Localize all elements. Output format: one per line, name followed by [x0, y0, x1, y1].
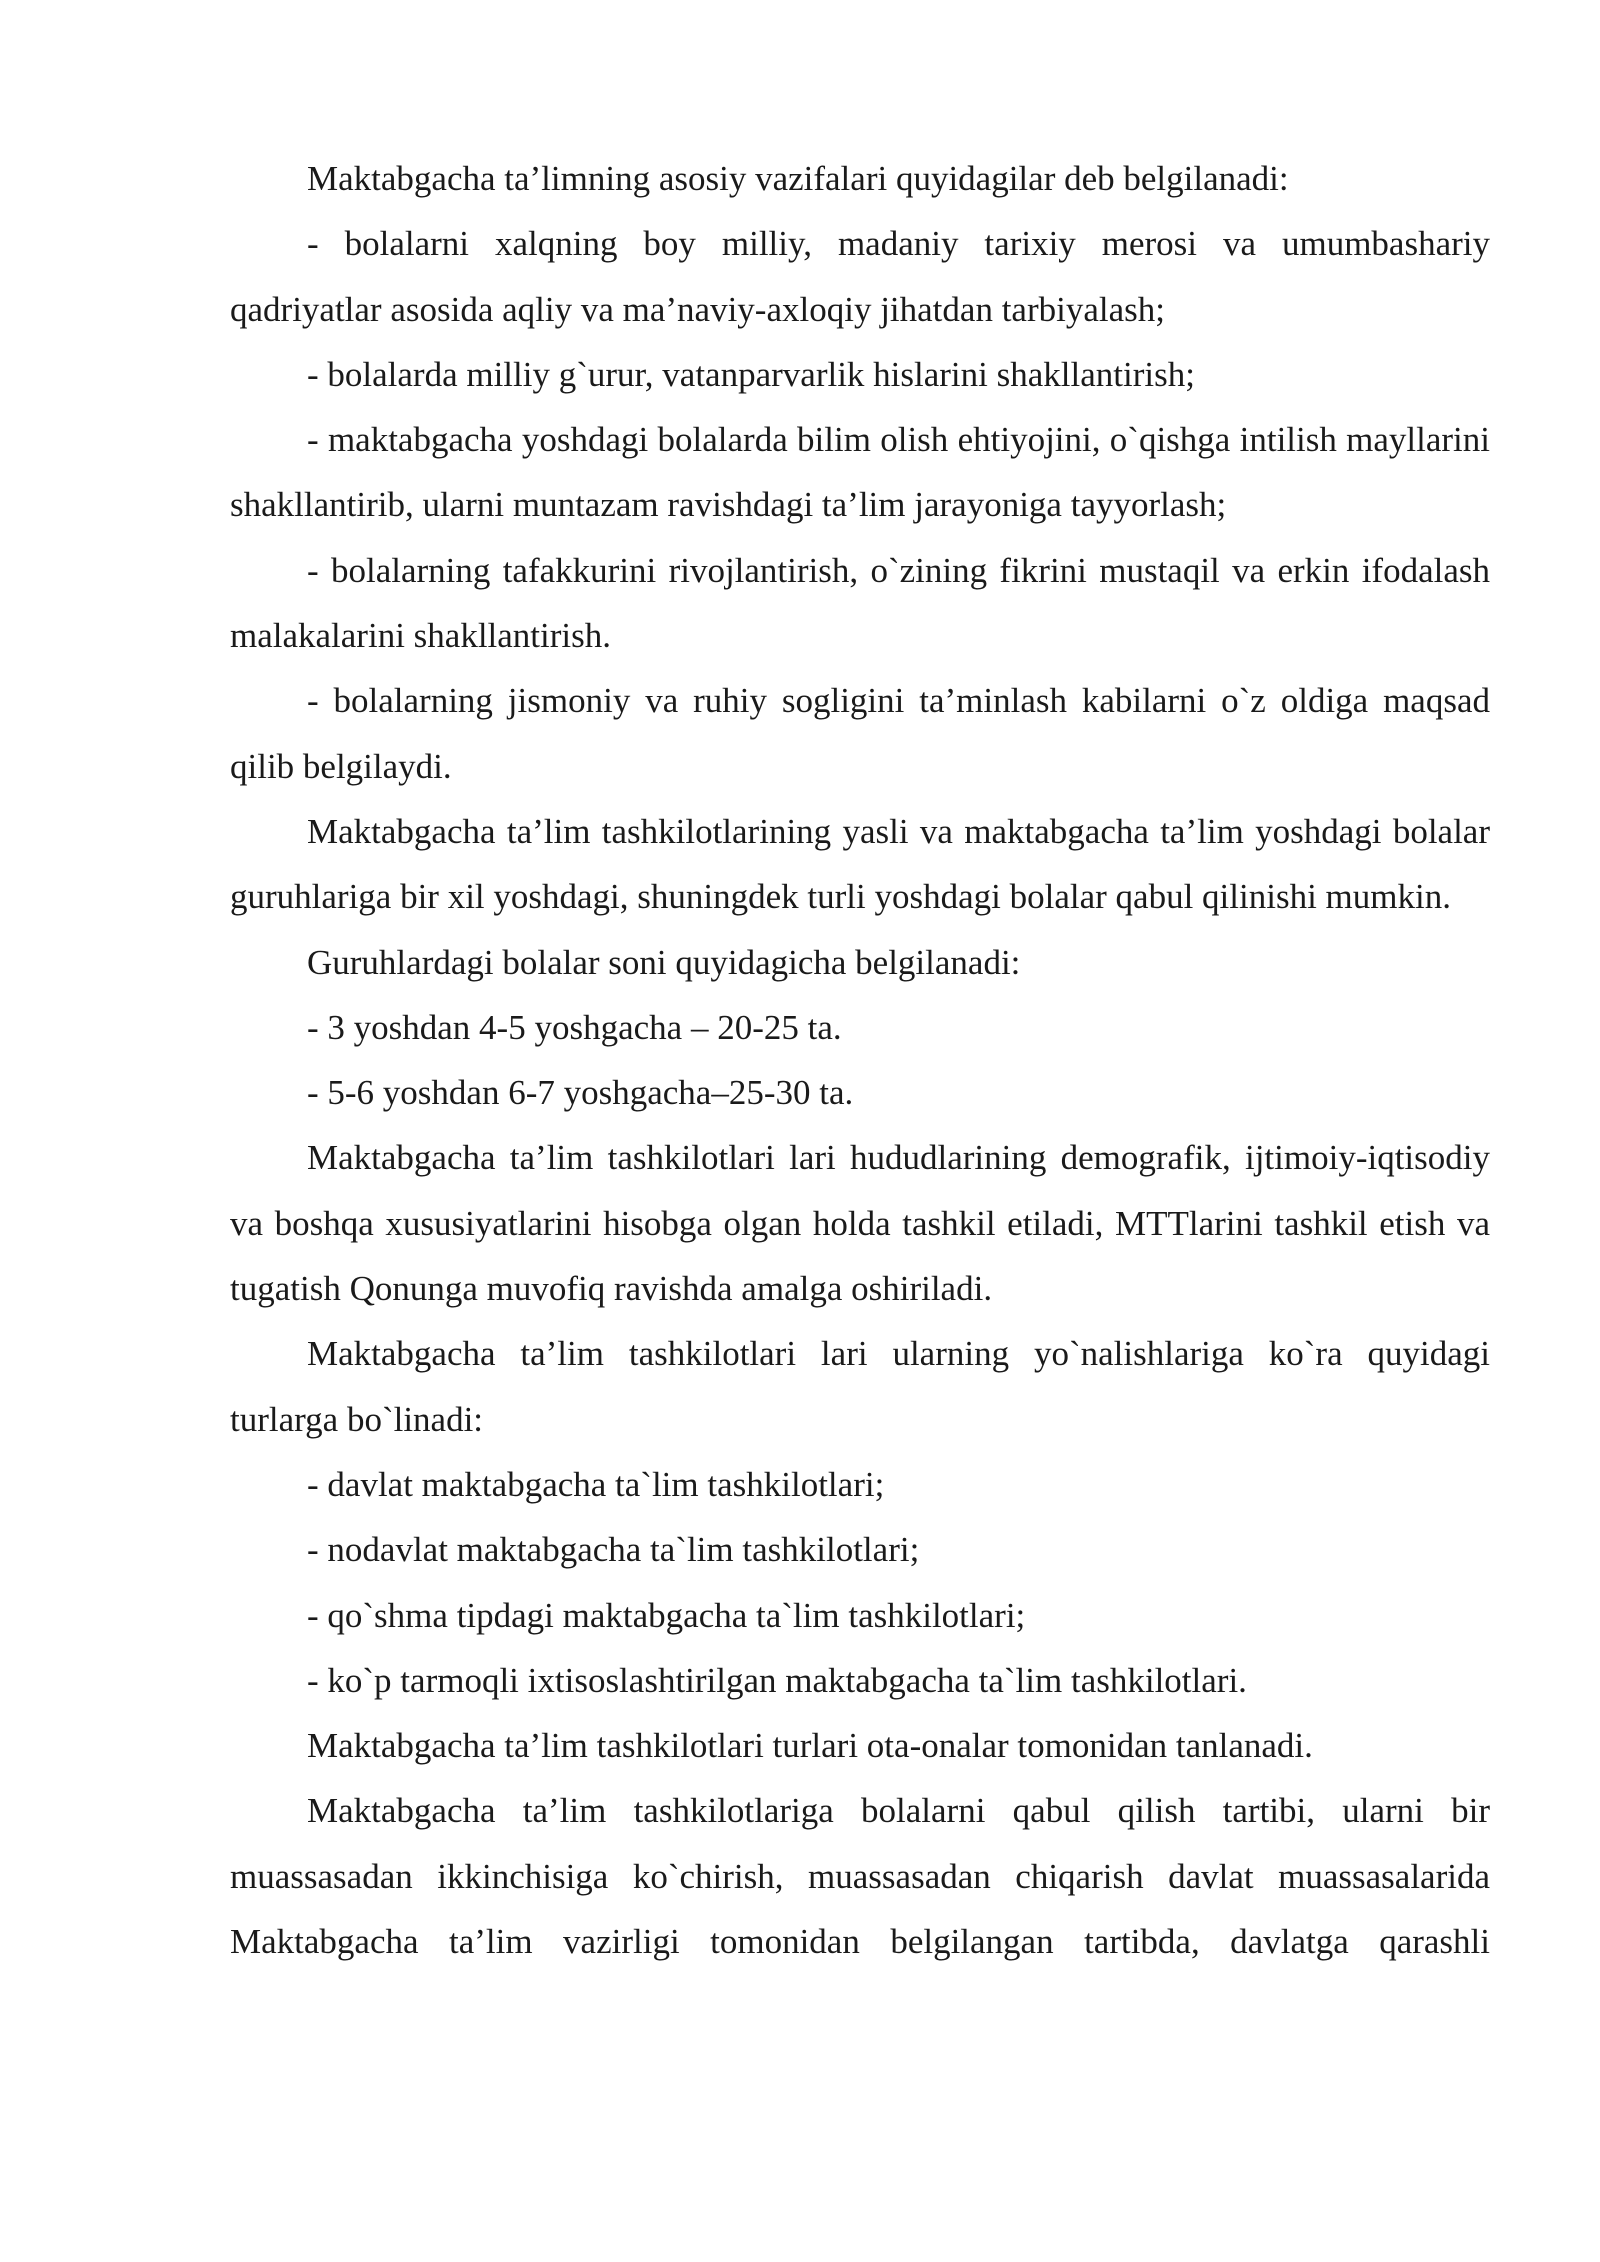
list-item-bilim-olish: - maktabgacha yoshdagi bolalarda bilim olish ehtiyojini, o`qishga intilish mayllarini shakllantirib, ularni muntazam ravishdagi ta’lim jarayoniga tayyorlash;	[230, 420, 1490, 525]
list-item-kop-tarmoqli: - ko`p tarmoqli ixtisoslashtirilgan maktabgacha ta`lim tashkilotlari.	[307, 1660, 1247, 1700]
list-item-3-yosh: - 3 yoshdan 4-5 yoshgacha – 20-25 ta.	[307, 1007, 842, 1047]
paragraph-intro: Maktabgacha ta’limning asosiy vazifalari quyidagilar deb belgilanadi:	[307, 159, 1289, 198]
list-item-tafakkur: - bolalarning tafakkurini rivojlantirish, o`zining fikrini mustaqil va erkin ifodalash malakalarini shakllantirish.	[230, 550, 1490, 656]
paragraph-bolalar-soni: Guruhlardagi bolalar soni quyidagicha belgilanadi:	[307, 942, 1021, 982]
paragraph-qabul-tartibi: Maktabgacha ta’lim tashkilotlariga bolalarni qabul qilish tartibi, ularni bir muassasadan ikkinchisiga ko`chirish, muassasadan chiqarish davlat muassasalarida Maktabgacha ta’lim vazirligi tomonidan belgilangan tartibda, davlatga qarashli	[230, 1791, 1490, 1962]
paragraph-tanlanadi: Maktabgacha ta’lim tashkilotlari turlari ota-onalar tomonidan tanlanadi.	[307, 1726, 1313, 1766]
list-item-qoshma: - qo`shma tipdagi maktabgacha ta`lim tashkilotlari;	[307, 1595, 1026, 1635]
paragraph-guruhlar: Maktabgacha ta’lim tashkilotlarining yasli va maktabgacha ta’lim yoshdagi bolalar guruhlariga bir xil yoshdagi, shuningdek turli yoshdagi bolalar qabul qilinishi mumkin.	[230, 811, 1490, 917]
list-item-jismoniy: - bolalarning jismoniy va ruhiy sogligini ta’minlash kabilarni o`z oldiga maqsad qilib belgilaydi.	[230, 681, 1490, 786]
list-item-5-yosh: - 5-6 yoshdan 6-7 yoshgacha–25-30 ta.	[307, 1073, 854, 1113]
paragraph-demografik: Maktabgacha ta’lim tashkilotlari lari hududlarining demografik, ijtimoiy-iqtisodiy va boshqa xususiyatlarini hisobga olgan holda tashkil etiladi, MTTlarini tashkil etish va tugatish Qonunga muvofiq ravishda amalga oshiriladi.	[230, 1138, 1490, 1309]
paragraph-turlar: Maktabgacha ta’lim tashkilotlari lari ularning yo`nalishlariga ko`ra quyidagi turlarga bo`linadi:	[230, 1334, 1490, 1439]
list-item-milliy-gurur: - bolalarda milliy g`urur, vatanparvarlik hislarini shakllantirish;	[307, 354, 1195, 394]
list-item-nodavlat: - nodavlat maktabgacha ta`lim tashkilotlari;	[307, 1530, 920, 1570]
list-item-tarbiyalash: - bolalarni xalqning boy milliy, madaniy tarixiy merosi va umumbashariy qadriyatlar asosida aqliy va ma’naviy-axloqiy jihatdan tarbiyalash;	[230, 224, 1490, 329]
list-item-davlat: - davlat maktabgacha ta`lim tashkilotlari;	[307, 1464, 885, 1504]
document-page	[230, 146, 1490, 1974]
